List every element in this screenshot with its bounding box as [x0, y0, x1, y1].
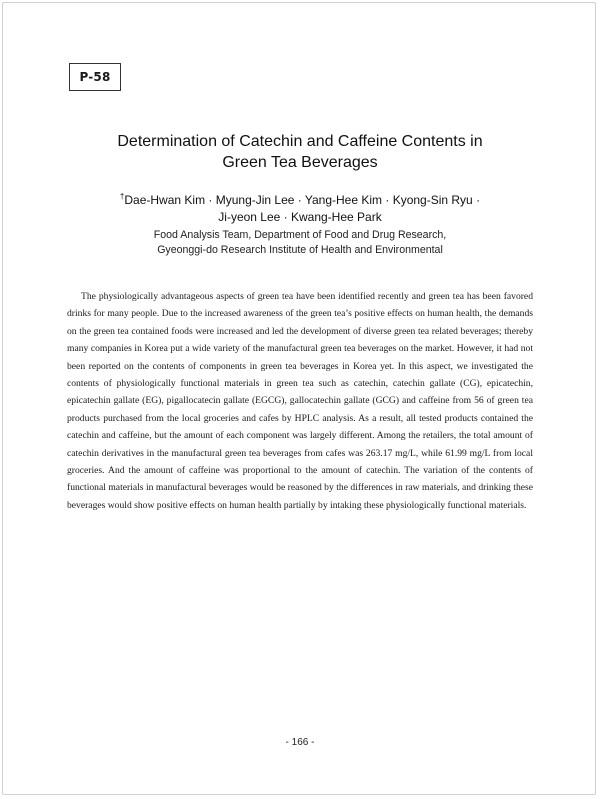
authors-line-1: [60, 192, 540, 209]
authors-line-1-text: Dae-Hwan Kim · Myung-Jin Lee · Yang-Hee Kim · Kyong-Sin Ryu ·: [124, 193, 481, 207]
poster-id-box: [69, 63, 121, 91]
title-line-2: Green Tea Beverages: [222, 154, 378, 171]
abstract-body: The physiologically advantageous aspects of green tea have been identified recently and green tea has been favored drinks for many people. Due to the increased awareness of the green tea’s positive effects on human health, the demands on the green tea contained foods were increased and led the development of diverse green tea related beverages; thereby many companies in Korea put a wide variety of the manufactural green tea beverages on the market. However, it had not been reported on the contents of components in green tea beverages in Korea yet. In this aspect, we investigated the contents of physiologically functional materials in green tea such as catechin, catechin gallate (CG), epicatechin, epicatechin gallate (EG), pigallocatecin gallate (EGCG), gallocatechin gallate (GCG) and caffeine from 56 of green tea products purchased from the local groceries and cafes by HPLC analysis. As a result, all tested products contained the catechin and caffeine, but the amount of each component was largely different. Among the retailers, the total amount of catechin derivatives in the manufactural green tea beverages from cafes was 263.17 mg/L, while 61.99 mg/L from local groceries. And the amount of caffeine was proportional to the amount of catechin. The variation of the contents of functional materials in manufactural beverages would be reasoned by the differences in raw materials, and drinking these beverages would show positive effects on human health partially by intaking these physiologically functional materials.: [67, 291, 533, 511]
affiliation-line-2: Gyeonggi-do Research Institute of Health and Environmental: [157, 244, 443, 256]
poster-id: P-58: [79, 70, 111, 84]
page-number: - 166 -: [285, 737, 315, 748]
affiliation: [60, 228, 540, 258]
affiliation-line-1: Food Analysis Team, Department of Food and Drug Research,: [153, 229, 447, 241]
corresponding-author-mark: †: [119, 192, 125, 201]
authors-line-2: Ji-yeon Lee · Kwang-Hee Park: [218, 210, 382, 224]
paper-title: [60, 131, 540, 173]
title-line-1: Determination of Catechin and Caffeine Contents in: [117, 133, 483, 150]
author-list: [60, 192, 540, 226]
